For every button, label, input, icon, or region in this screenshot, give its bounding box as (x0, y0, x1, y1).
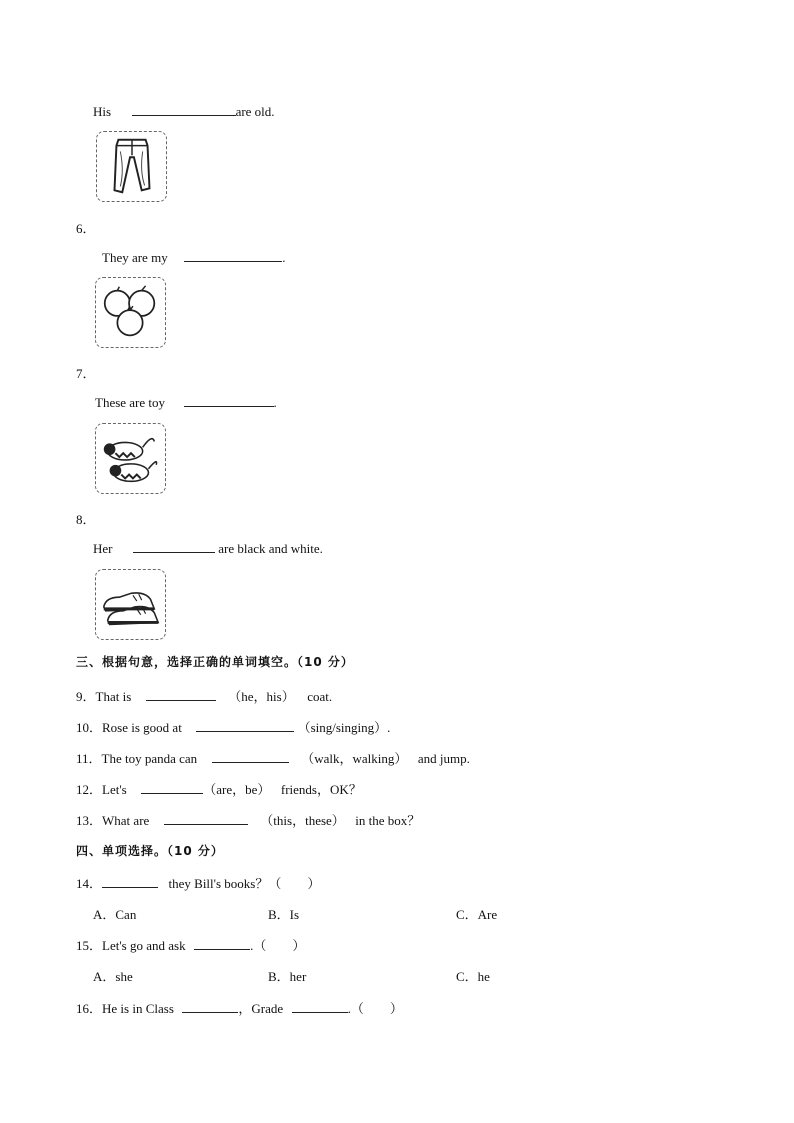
q8-line (93, 540, 323, 557)
q9-after: coat. (307, 689, 333, 704)
q9-options: （he，his） (228, 689, 295, 704)
q12-line (76, 779, 362, 798)
q7-answer-blank[interactable] (184, 394, 274, 407)
q16-before: He is in Class (102, 1001, 174, 1016)
q15-answer-blank[interactable] (194, 937, 250, 950)
section4-heading: 四、单项选择。（10 分） (76, 844, 224, 858)
q12-number: 12． (76, 782, 103, 797)
q16-after: .（ ） (347, 1001, 403, 1016)
q16-middle: ，Grade (238, 1001, 284, 1016)
q12-after: friends，OK？ (280, 782, 362, 797)
q15-after: .（ ） (250, 938, 306, 953)
q13-answer-blank[interactable] (164, 812, 248, 825)
q7-number: 7． (76, 366, 96, 381)
q5-answer-blank[interactable] (132, 103, 236, 116)
q14-option-a[interactable]: A．Can (93, 907, 137, 922)
q12-answer-blank[interactable] (141, 781, 203, 794)
q13-before: What are (102, 813, 150, 828)
q11-line (76, 748, 470, 767)
q15-option-a[interactable]: A．she (93, 969, 133, 984)
q15-number: 15． (76, 938, 103, 953)
q15-line (76, 935, 305, 954)
q7-line (95, 394, 277, 411)
trousers-icon (97, 132, 166, 201)
trousers-picture (96, 131, 167, 202)
q11-after: and jump. (417, 751, 470, 766)
q16-grade-blank[interactable] (292, 1000, 348, 1013)
q8-answer-blank[interactable] (133, 540, 215, 553)
q10-options: （sing/singing）. (297, 720, 391, 735)
q10-number: 10． (76, 720, 103, 735)
q5-after: are old. (235, 104, 275, 119)
q13-number: 13． (76, 813, 103, 828)
q5-before: His (93, 104, 112, 119)
sneakers-picture (95, 569, 166, 640)
oranges-picture (95, 277, 166, 348)
q9-before: That is (95, 689, 132, 704)
q15-option-b[interactable]: B．her (268, 969, 307, 984)
q13-options: （this，these） (260, 813, 345, 828)
q7-after: . (273, 395, 277, 410)
sneakers-icon (96, 570, 165, 639)
q14-answer-blank[interactable] (102, 875, 158, 888)
q6-answer-blank[interactable] (184, 249, 282, 262)
q16-number: 16． (76, 1001, 103, 1016)
q6-after: . (282, 250, 286, 265)
q9-number: 9． (76, 689, 96, 704)
q5-line (93, 103, 275, 120)
q11-answer-blank[interactable] (212, 750, 289, 763)
q6-line (102, 249, 285, 266)
q14-option-c[interactable]: C．Are (456, 907, 498, 922)
q14-after: they Bill's books？（ ） (168, 876, 321, 891)
q16-line (76, 998, 403, 1017)
q6-before: They are my (102, 250, 168, 265)
q11-options: （walk，walking） (301, 751, 408, 766)
q7-before: These are toy (95, 395, 166, 410)
q8-after: are black and white. (218, 541, 323, 556)
q14-option-b[interactable]: B．Is (268, 907, 300, 922)
q13-after: in the box？ (355, 813, 421, 828)
q10-answer-blank[interactable] (196, 719, 294, 732)
toy-cats-icon (96, 424, 165, 493)
q15-before: Let's go and ask (102, 938, 186, 953)
q14-line (76, 873, 320, 892)
q11-number: 11． (76, 751, 102, 766)
q6-number: 6． (76, 221, 96, 236)
q9-line (76, 686, 332, 705)
q8-number: 8． (76, 512, 96, 527)
q10-before: Rose is good at (102, 720, 182, 735)
q13-line (76, 810, 420, 829)
q11-before: The toy panda can (101, 751, 198, 766)
q15-option-c[interactable]: C．he (456, 969, 490, 984)
q10-line (76, 717, 390, 736)
section3-heading: 三、根据句意，选择正确的单词填空。（10 分） (76, 655, 354, 669)
q9-answer-blank[interactable] (146, 688, 216, 701)
q14-number: 14． (76, 876, 103, 891)
oranges-icon (96, 278, 165, 347)
q8-before: Her (93, 541, 113, 556)
toy-cats-picture (95, 423, 166, 494)
q12-before: Let's (102, 782, 127, 797)
q16-class-blank[interactable] (182, 1000, 238, 1013)
q12-options: （are，be） (203, 782, 271, 797)
